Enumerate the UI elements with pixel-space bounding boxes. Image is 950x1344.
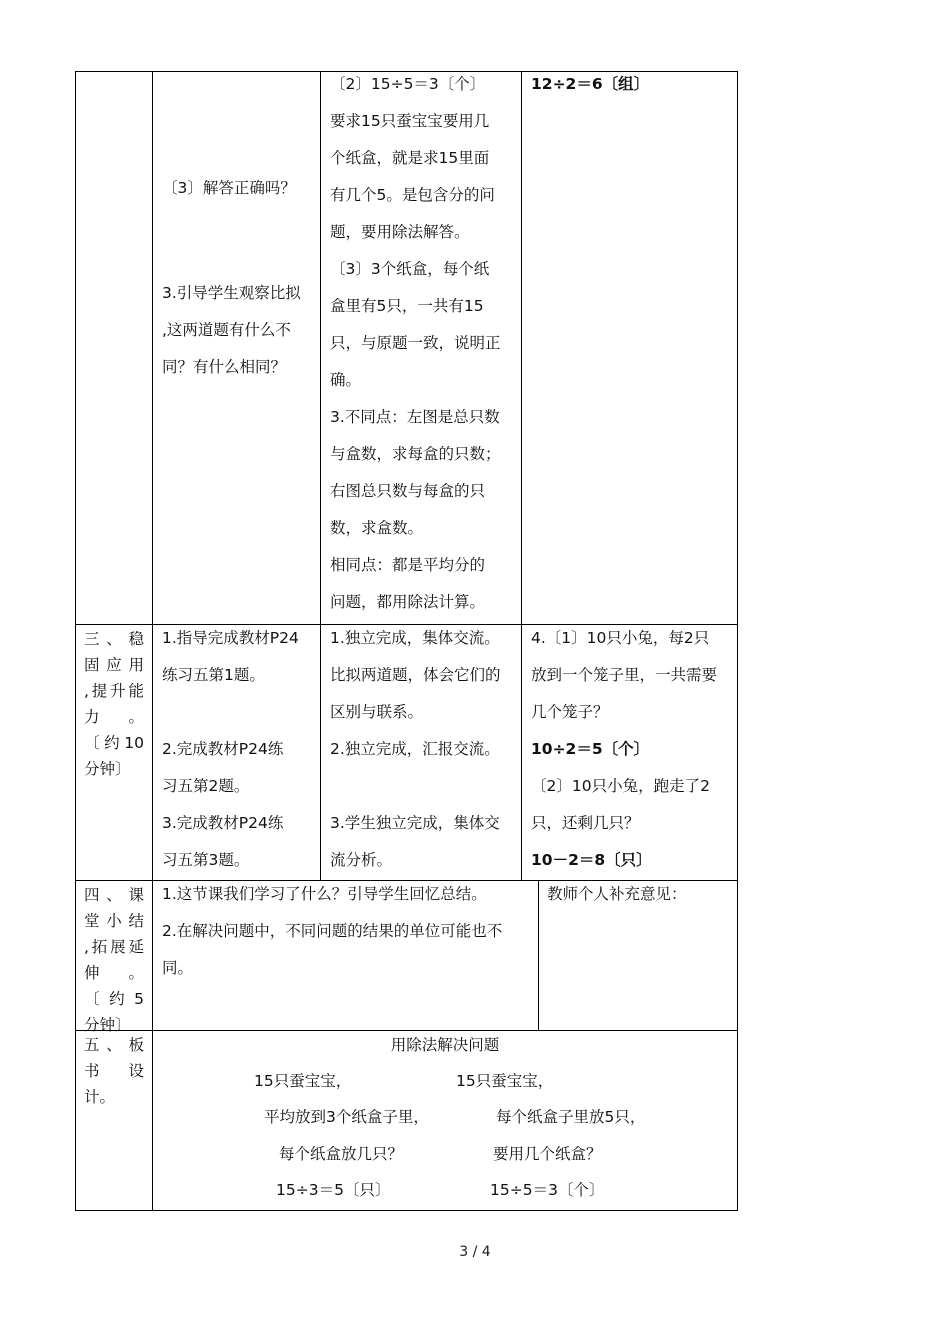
- board-right-line-2: 每个纸盒子里放5只，: [496, 1108, 646, 1126]
- board-left-line-1: 15只蚕宝宝，: [254, 1072, 352, 1090]
- stage-three-label: 三、稳 固应用 ,提升能 力。 〔约10 分钟〕: [84, 630, 144, 778]
- board-left-line-2: 平均放到3个纸盒子里，: [264, 1108, 429, 1126]
- board-title: 用除法解决问题: [390, 1036, 500, 1054]
- board-left-line-3: 每个纸盒放几只？: [279, 1145, 404, 1163]
- student-answer-block: 〔2〕15÷5＝3〔个〕 要求15只蚕宝宝要用几 个纸盒，就是求15里面 有几个5。是包含分的问 题，要用除法解答。 〔3〕3个纸盒，每个纸 盒里有5只，一共有15 只，与原题一致，说明正 确。 3.不同点：左图是总只数 与盒数，求每盒的只数； 右图总只数与每盒的只 数，求盒数。 相同点：都是平均分的 问题，都用除法计算。: [330, 75, 501, 611]
- summary-content: 1.这节课我们学习了什么？引导学生回忆总结。 2.在解决问题中，不同问题的结果的单位可能也不 同。: [162, 885, 503, 977]
- design-three: 4.〔1〕10只小兔，每2只 放到一个笼子里，一共需要 几个笼子？ 10÷2＝5〔个〕 〔2〕10只小兔，跑走了2 只，还剩几只？ 10－2＝8〔只〕: [531, 629, 718, 869]
- teacher-note: 教师个人补充意见：: [547, 885, 687, 903]
- teacher-activity-three: 1.指导完成教材P24 练习五第1题。 2.完成教材P24练 习五第2题。 3.完成教材P24练 习五第3题。: [162, 629, 299, 869]
- student-activity-three: 1.独立完成，集体交流。 比拟两道题，体会它们的 区别与联系。 2.独立完成，汇报交流。 3.学生独立完成，集体交 流分析。: [330, 629, 501, 869]
- page-number: 3 / 4: [459, 1244, 491, 1260]
- guide-compare: 3.引导学生观察比拟 ,这两道题有什么不 同？有什么相同？: [162, 284, 301, 376]
- design-equation: 12÷2＝6〔组〕: [531, 75, 650, 93]
- board-right-equation: 15÷5＝3〔个〕: [490, 1181, 605, 1199]
- stage-four-label: 四、课 堂小结 ,拓展延 伸。 〔约5 分钟〕: [84, 886, 144, 1034]
- board-left-equation: 15÷3＝5〔只〕: [276, 1181, 391, 1199]
- stage-five-label: 五、板 书设 计。: [84, 1036, 144, 1106]
- board-right-line-3: 要用几个纸盒？: [493, 1145, 602, 1163]
- question-check: 〔3〕解答正确吗？: [162, 179, 296, 197]
- board-right-line-1: 15只蚕宝宝，: [456, 1072, 554, 1090]
